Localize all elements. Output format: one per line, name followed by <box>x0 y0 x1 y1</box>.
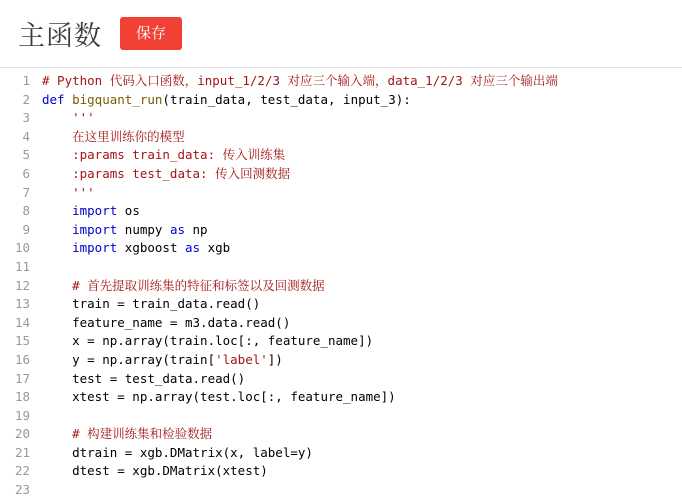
code-token: ''' <box>42 110 95 126</box>
line-number: 11 <box>14 258 30 274</box>
code-line[interactable] <box>42 314 682 333</box>
code-token: train = train_data.read() <box>42 296 261 312</box>
code-token: as <box>185 240 208 256</box>
code-token: dtrain = xgb.DMatrix(x, label=y) <box>42 444 313 460</box>
code-line[interactable] <box>42 351 682 370</box>
code-line[interactable] <box>42 332 682 351</box>
code-token: y = np.array(train[ <box>42 351 216 367</box>
code-token: ]) <box>267 351 283 367</box>
line-number: 4 <box>22 128 30 144</box>
code-token: import <box>42 203 125 219</box>
code-line[interactable] <box>42 202 682 221</box>
code-token: ''' <box>42 184 95 200</box>
line-number: 2 <box>22 91 30 107</box>
code-token: os <box>124 203 140 219</box>
code-line[interactable] <box>42 277 682 296</box>
save-button[interactable]: 保存 <box>120 17 182 50</box>
page-title: 主函数 <box>18 21 102 52</box>
code-token: import <box>42 221 125 237</box>
code-token: bigquant_run <box>72 91 163 107</box>
line-number: 15 <box>14 333 30 349</box>
line-number: 9 <box>22 221 30 237</box>
code-line[interactable] <box>42 165 682 184</box>
code-line[interactable] <box>42 388 682 407</box>
code-token: # Python 代码入口函数，input_1/2/3 对应三个输入端，data_1/2/3 对应三个输出端 <box>42 73 558 88</box>
code-token: numpy <box>124 221 170 237</box>
code-token: feature_name = m3.data.read() <box>42 314 291 330</box>
code-line[interactable] <box>42 370 682 389</box>
code-token: import <box>42 240 125 256</box>
line-number: 5 <box>22 147 30 163</box>
code-token: def <box>42 91 73 107</box>
code-line[interactable] <box>42 481 682 500</box>
line-number: 7 <box>22 184 30 200</box>
line-number: 16 <box>14 351 30 367</box>
code-token: (train_data, test_data, input_3): <box>162 91 411 107</box>
line-number: 20 <box>14 426 30 442</box>
code-token: dtest = xgb.DMatrix(xtest) <box>42 463 268 479</box>
code-token: :params test_data: 传入回测数据 <box>42 165 291 181</box>
code-token: test = test_data.read() <box>42 370 246 386</box>
code-token: 'label' <box>215 351 268 367</box>
line-number: 1 <box>22 73 30 88</box>
code-token: as <box>169 221 193 237</box>
code-line[interactable] <box>42 258 682 277</box>
code-token: # 首先提取训练集的特征和标签以及回测数据 <box>42 277 325 293</box>
code-token: xgb <box>207 240 231 256</box>
line-number-gutter <box>0 72 36 500</box>
code-line[interactable] <box>42 462 682 481</box>
page-header <box>0 0 682 67</box>
line-number: 6 <box>22 165 30 181</box>
code-token: xtest = np.array(test.loc[:, feature_name]) <box>42 389 396 405</box>
line-number: 3 <box>22 110 30 126</box>
code-token: np <box>192 221 208 237</box>
code-line[interactable] <box>42 407 682 426</box>
code-token: x = np.array(train.loc[:, feature_name]) <box>42 333 374 349</box>
line-number: 18 <box>14 389 30 405</box>
code-line[interactable] <box>42 146 682 165</box>
line-number: 14 <box>14 314 30 330</box>
code-token: # 构建训练集和检验数据 <box>42 426 213 442</box>
line-number: 22 <box>14 463 30 479</box>
code-token: 在这里训练你的模型 <box>42 128 185 144</box>
line-number: 21 <box>14 444 30 460</box>
code-line[interactable] <box>42 295 682 314</box>
line-number: 13 <box>14 296 30 312</box>
code-area[interactable] <box>36 72 682 500</box>
code-line[interactable] <box>42 109 682 128</box>
code-line[interactable] <box>42 184 682 203</box>
code-line[interactable] <box>42 425 682 444</box>
line-number: 10 <box>14 240 30 256</box>
line-number: 23 <box>14 482 30 498</box>
code-line[interactable] <box>42 444 682 463</box>
code-token: xgboost <box>124 240 186 256</box>
line-number: 12 <box>14 277 30 293</box>
code-line[interactable] <box>42 239 682 258</box>
line-number: 19 <box>14 407 30 423</box>
code-line[interactable] <box>42 72 682 91</box>
code-editor[interactable] <box>0 68 682 500</box>
line-number: 8 <box>22 203 30 219</box>
code-line[interactable] <box>42 128 682 147</box>
code-token: :params train_data: 传入训练集 <box>42 147 286 163</box>
code-line[interactable] <box>42 221 682 240</box>
line-number: 17 <box>14 370 30 386</box>
code-line[interactable] <box>42 91 682 110</box>
